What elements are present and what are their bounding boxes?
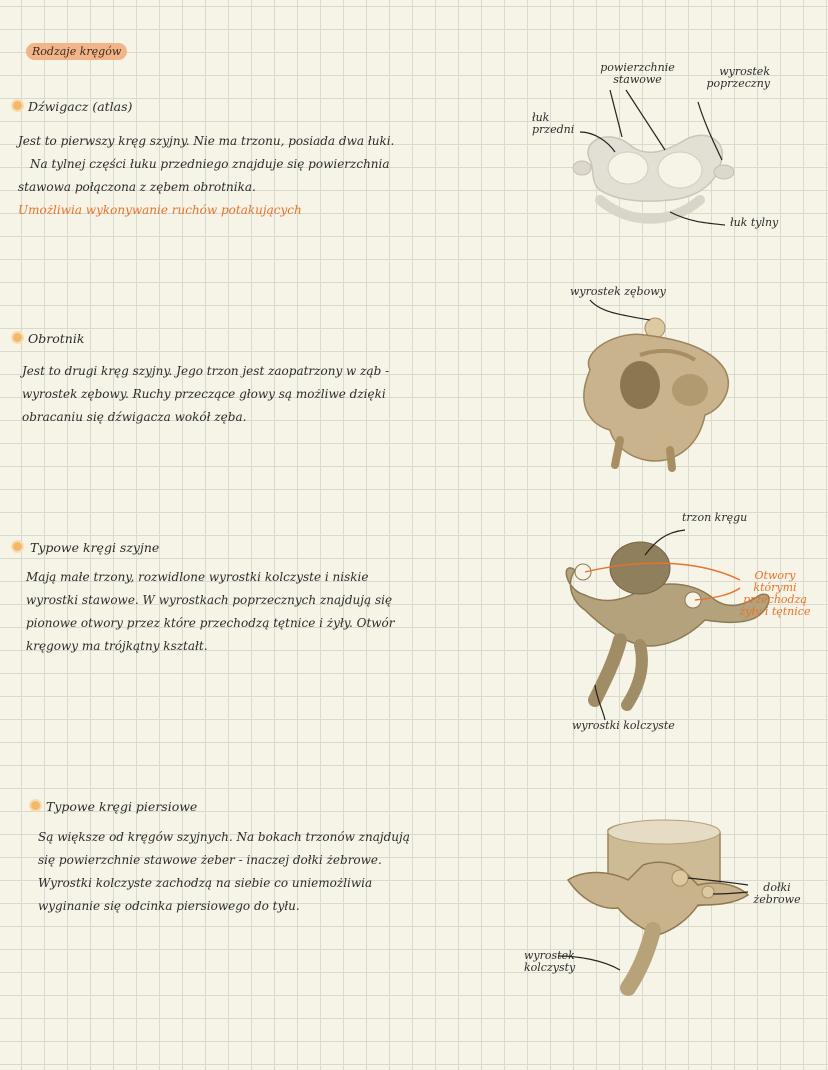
section-text-axis bbox=[22, 360, 389, 429]
label-anterior-arch: łuk przedni bbox=[532, 111, 575, 136]
text-line: wyginanie się odcinka piersiowego do tyłu. bbox=[38, 899, 300, 913]
section-text-thoracic bbox=[38, 826, 410, 918]
label-transverse-foramina: Otwory którymi przechodzą żyły i tętnice bbox=[739, 569, 811, 618]
text-line: Na tylnej części łuku przedniego znajduje się powierzchnia bbox=[30, 157, 390, 171]
label-costal-facets: dołki żebrowe bbox=[753, 881, 801, 906]
text-line: kręgowy ma trójkątny kształt. bbox=[26, 639, 208, 653]
section-text-atlas bbox=[18, 130, 394, 222]
label-articular-surfaces: powierzchnie stawowe bbox=[600, 61, 675, 86]
label-spinous-processes: wyrostki kolczyste bbox=[572, 719, 675, 732]
section-bullet-thoracic bbox=[31, 801, 40, 810]
section-bullet-cervical bbox=[13, 542, 22, 551]
section-bullet-atlas bbox=[13, 101, 22, 110]
label-posterior-arch: łuk tylny bbox=[730, 216, 779, 229]
text-line: Jest to drugi kręg szyjny. Jego trzon jest zaopatrzony w ząb - bbox=[22, 364, 390, 378]
page-title: Rodzaje kręgów bbox=[26, 43, 127, 60]
label-dens: wyrostek zębowy bbox=[570, 285, 666, 298]
cervical-vertebra-image bbox=[545, 510, 805, 730]
text-line: Mają małe trzony, rozwidlone wyrostki kolczyste i niskie bbox=[26, 570, 369, 584]
thoracic-vertebra-image bbox=[548, 810, 768, 1000]
text-line: Są większe od kręgów szyjnych. Na bokach trzonów znajdują bbox=[38, 830, 410, 844]
section-heading-atlas: Dźwigacz (atlas) bbox=[28, 99, 133, 114]
text-line: obracaniu się dźwigacza wokół zęba. bbox=[22, 410, 247, 424]
text-line: się powierzchnie stawowe żeber - inaczej dołki żebrowe. bbox=[38, 853, 382, 867]
section-bullet-axis bbox=[13, 333, 22, 342]
label-transverse-process: wyrostek poprzeczny bbox=[706, 65, 770, 90]
section-heading-thoracic: Typowe kręgi piersiowe bbox=[46, 799, 198, 814]
text-line: wyrostki stawowe. W wyrostkach poprzecznych znajdują się bbox=[26, 593, 393, 607]
text-line: pionowe otwory przez które przechodzą tętnice i żyły. Otwór bbox=[26, 616, 395, 630]
text-line: Wyrostki kolczyste zachodzą na siebie co uniemożliwia bbox=[38, 876, 373, 890]
section-heading-cervical: Typowe kręgi szyjne bbox=[30, 540, 160, 555]
text-line: stawowa połączona z zębem obrotnika. bbox=[18, 180, 256, 194]
label-vertebral-body: trzon kręgu bbox=[682, 511, 748, 524]
axis-vertebra-image bbox=[560, 290, 740, 480]
highlight-line: Umożliwia wykonywanie ruchów potakujących bbox=[18, 203, 302, 217]
label-spinous-process: wyrostek kolczysty bbox=[524, 949, 576, 974]
text-line: wyrostek zębowy. Ruchy przeczące głowy są możliwe dzięki bbox=[22, 387, 386, 401]
section-text-cervical bbox=[26, 566, 395, 658]
text-line: Jest to pierwszy kręg szyjny. Nie ma trzonu, posiada dwa łuki. bbox=[18, 134, 395, 148]
section-heading-axis: Obrotnik bbox=[28, 331, 85, 346]
